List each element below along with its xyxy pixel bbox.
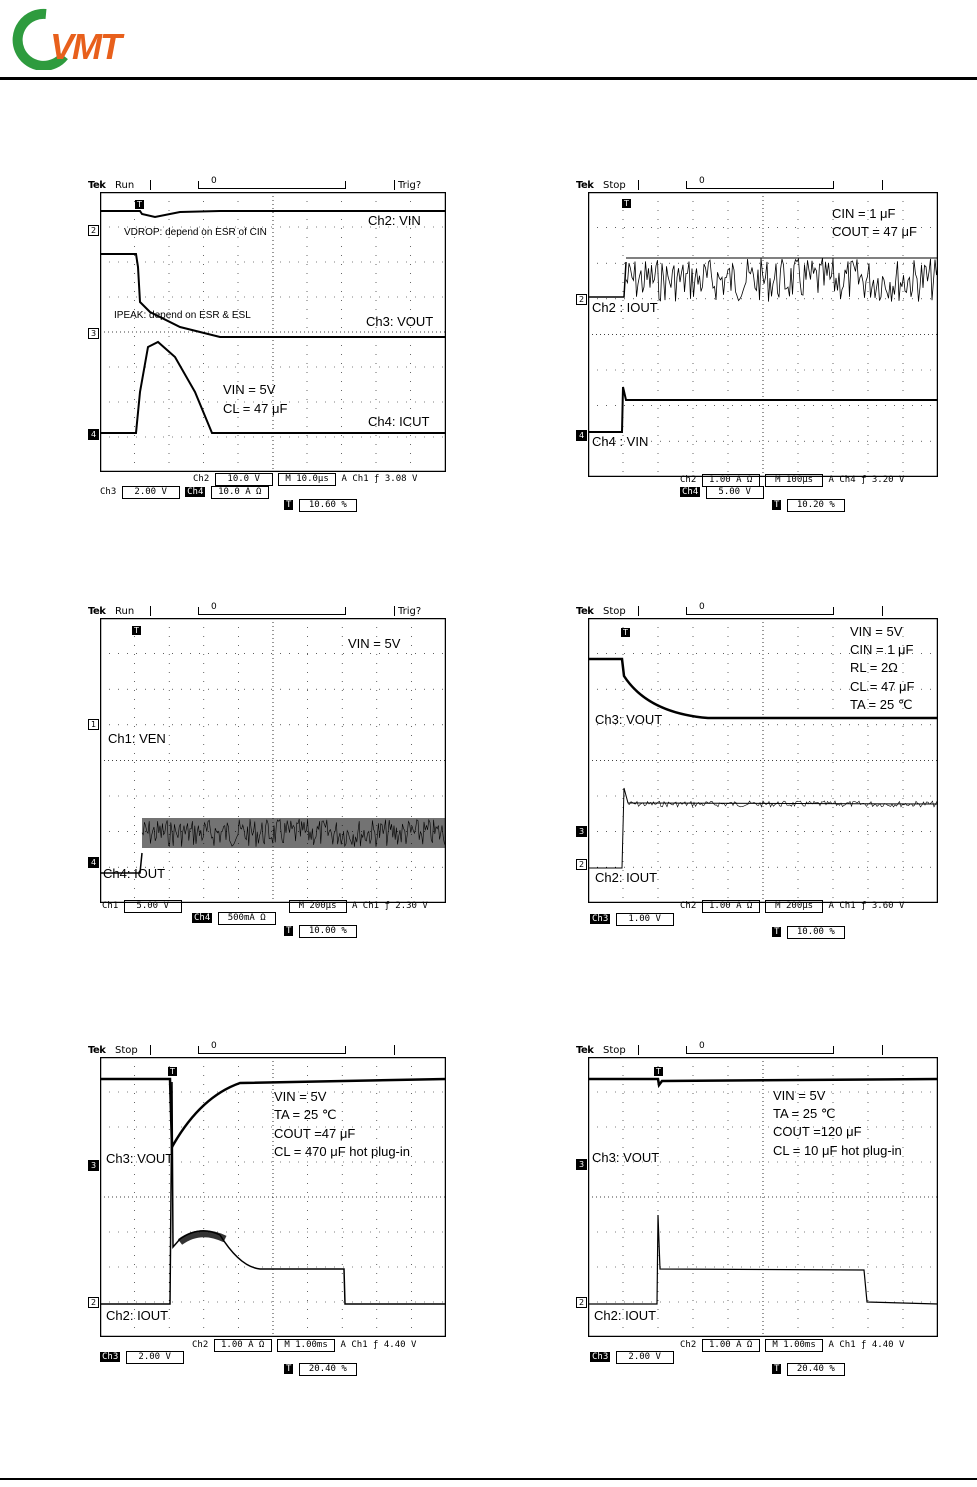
footer-row-2: Ch3 2.00 V bbox=[100, 1351, 184, 1364]
cout-label: COUT =47 μF bbox=[274, 1126, 356, 1141]
ch4-label: Ch4: IOUT bbox=[103, 866, 166, 881]
header-rule bbox=[0, 77, 977, 80]
scope-graticule bbox=[588, 1057, 938, 1337]
vdrop-note: VDROP: depend on ESR of CIN bbox=[124, 227, 267, 238]
ch4-label: Ch4 : VIN bbox=[592, 434, 649, 449]
footer-trigger-percent: T 10.60 % bbox=[284, 499, 357, 512]
scope-header: Tek Run 0 Trig? bbox=[88, 606, 448, 620]
cout-label: COUT =120 μF bbox=[773, 1124, 862, 1139]
channel-4-marker: 4 bbox=[88, 857, 99, 868]
scope-screenshot-3 bbox=[88, 606, 468, 941]
ch2-label: Ch2: IOUT bbox=[106, 1308, 169, 1323]
ch4-label: Ch4: ICUT bbox=[368, 414, 430, 429]
channel-4-marker: 4 bbox=[88, 429, 99, 440]
scope-graticule bbox=[100, 1057, 446, 1337]
ch3-label: Ch3: VOUT bbox=[366, 314, 434, 329]
footer-row-1: Ch1 5.00 V M 200μs A Ch1 ƒ 2.30 V bbox=[102, 901, 428, 911]
footer-trigger-percent: T 10.00 % bbox=[772, 926, 845, 939]
vin-label: VIN = 5V bbox=[223, 382, 276, 397]
ch3-label: Ch3: VOUT bbox=[592, 1150, 660, 1165]
cl-label: CL = 10 μF hot plug-in bbox=[773, 1143, 902, 1158]
scope-screenshot-4 bbox=[576, 606, 956, 941]
vin-label: VIN = 5V bbox=[850, 624, 903, 639]
footer-trigger-percent: T 20.40 % bbox=[284, 1363, 357, 1376]
cin-label: CIN = 1 μF bbox=[850, 642, 914, 657]
trigger-marker-icon: T bbox=[654, 1067, 663, 1076]
channel-1-marker: 1 bbox=[88, 719, 99, 730]
ta-label: TA = 25 ℃ bbox=[274, 1107, 337, 1122]
channel-3-marker: 3 bbox=[88, 328, 99, 339]
channel-2-marker: 2 bbox=[88, 225, 99, 236]
ta-label: TA = 25 ℃ bbox=[773, 1106, 836, 1121]
trigger-marker-icon: T bbox=[168, 1067, 177, 1076]
ch2-label: Ch2: VIN bbox=[368, 213, 421, 228]
footer-trigger-percent: T 10.00 % bbox=[284, 925, 357, 938]
footer-row-2: Ch3 2.00 V bbox=[590, 1351, 674, 1364]
scope-graticule bbox=[100, 618, 446, 903]
ipeak-note: IPEAK: depend on ESR & ESL bbox=[114, 310, 251, 321]
logo-text: VMT bbox=[50, 26, 120, 67]
footer-trigger-percent: T 10.20 % bbox=[772, 499, 845, 512]
rl-label: RL = 2Ω bbox=[850, 660, 898, 675]
trigger-marker-icon: T bbox=[132, 626, 141, 635]
ch1-label: Ch1: VEN bbox=[108, 731, 166, 746]
channel-4-marker: 4 bbox=[576, 430, 587, 441]
footer-row-2: Ch3 2.00 V Ch4 10.0 A Ω bbox=[100, 486, 269, 499]
footer-row-2: Ch4 5.00 V bbox=[680, 486, 764, 499]
scope-screenshot-5 bbox=[88, 1045, 468, 1380]
footer-rule bbox=[0, 1478, 977, 1480]
scope-header: Tek Stop 0 bbox=[576, 180, 936, 194]
brand-label: Tek bbox=[88, 180, 106, 191]
channel-2-marker: 2 bbox=[576, 1297, 587, 1308]
vin-label: VIN = 5V bbox=[773, 1088, 826, 1103]
ch2-label: Ch2: IOUT bbox=[594, 1308, 657, 1323]
scope-screenshot-6 bbox=[576, 1045, 956, 1380]
footer-row-2: Ch3 1.00 V bbox=[590, 913, 674, 926]
channel-3-marker: 3 bbox=[88, 1160, 99, 1171]
cout-label: COUT = 47 μF bbox=[832, 224, 917, 239]
footer-row-1: Ch2 1.00 A Ω M 1.00ms A Ch1 ƒ 4.40 V bbox=[192, 1340, 417, 1350]
channel-3-marker: 3 bbox=[576, 826, 587, 837]
cl-label: CL = 470 μF hot plug-in bbox=[274, 1144, 411, 1159]
scope-screenshot-1 bbox=[88, 180, 468, 515]
footer-row-1: Ch2 10.0 V M 10.0μs A Ch1 ƒ 3.08 V bbox=[193, 474, 418, 484]
trigger-marker-icon: T bbox=[622, 199, 631, 208]
scope-screenshot-2 bbox=[576, 180, 956, 515]
run-status: Run bbox=[115, 180, 135, 191]
ch3-label: Ch3: VOUT bbox=[595, 712, 663, 727]
ch2-label: Ch2: IOUT bbox=[595, 870, 658, 885]
footer-row-1: Ch2 1.00 A Ω M 100μs A Ch4 ƒ 3.20 V bbox=[680, 475, 905, 485]
record-bracket bbox=[198, 181, 346, 189]
footer-row-1: Ch2 1.00 A Ω M 200μs A Ch1 ƒ 3.60 V bbox=[680, 901, 905, 911]
company-logo bbox=[6, 6, 120, 70]
trigger-status: Trig? bbox=[398, 180, 422, 191]
cl-label: CL = 47 μF bbox=[223, 401, 288, 416]
footer-row-1: Ch2 1.00 A Ω M 1.00ms A Ch1 ƒ 4.40 V bbox=[680, 1340, 905, 1350]
scope-header: Tek Stop 0 bbox=[576, 606, 936, 620]
ch3-label: Ch3: VOUT bbox=[106, 1151, 174, 1166]
channel-2-marker: 2 bbox=[576, 859, 587, 870]
channel-2-marker: 2 bbox=[576, 294, 587, 305]
scope-header: Tek Stop 0 bbox=[576, 1045, 936, 1059]
vin-label: VIN = 5V bbox=[348, 636, 401, 651]
footer-trigger-percent: T 20.40 % bbox=[772, 1363, 845, 1376]
trigger-marker-icon: T bbox=[621, 628, 630, 637]
trigger-marker-icon: T bbox=[135, 200, 144, 209]
footer-row-2: Ch4 500mA Ω bbox=[192, 912, 276, 925]
ta-label: TA = 25 ℃ bbox=[850, 697, 913, 712]
ch2-label: Ch2 : IOUT bbox=[592, 300, 658, 315]
vin-label: VIN = 5V bbox=[274, 1089, 327, 1104]
cin-label: CIN = 1 μF bbox=[832, 206, 896, 221]
scope-header: Tek Stop 0 bbox=[88, 1045, 448, 1059]
channel-3-marker: 3 bbox=[576, 1159, 587, 1170]
cl-label: CL = 47 μF bbox=[850, 679, 915, 694]
channel-2-marker: 2 bbox=[88, 1297, 99, 1308]
